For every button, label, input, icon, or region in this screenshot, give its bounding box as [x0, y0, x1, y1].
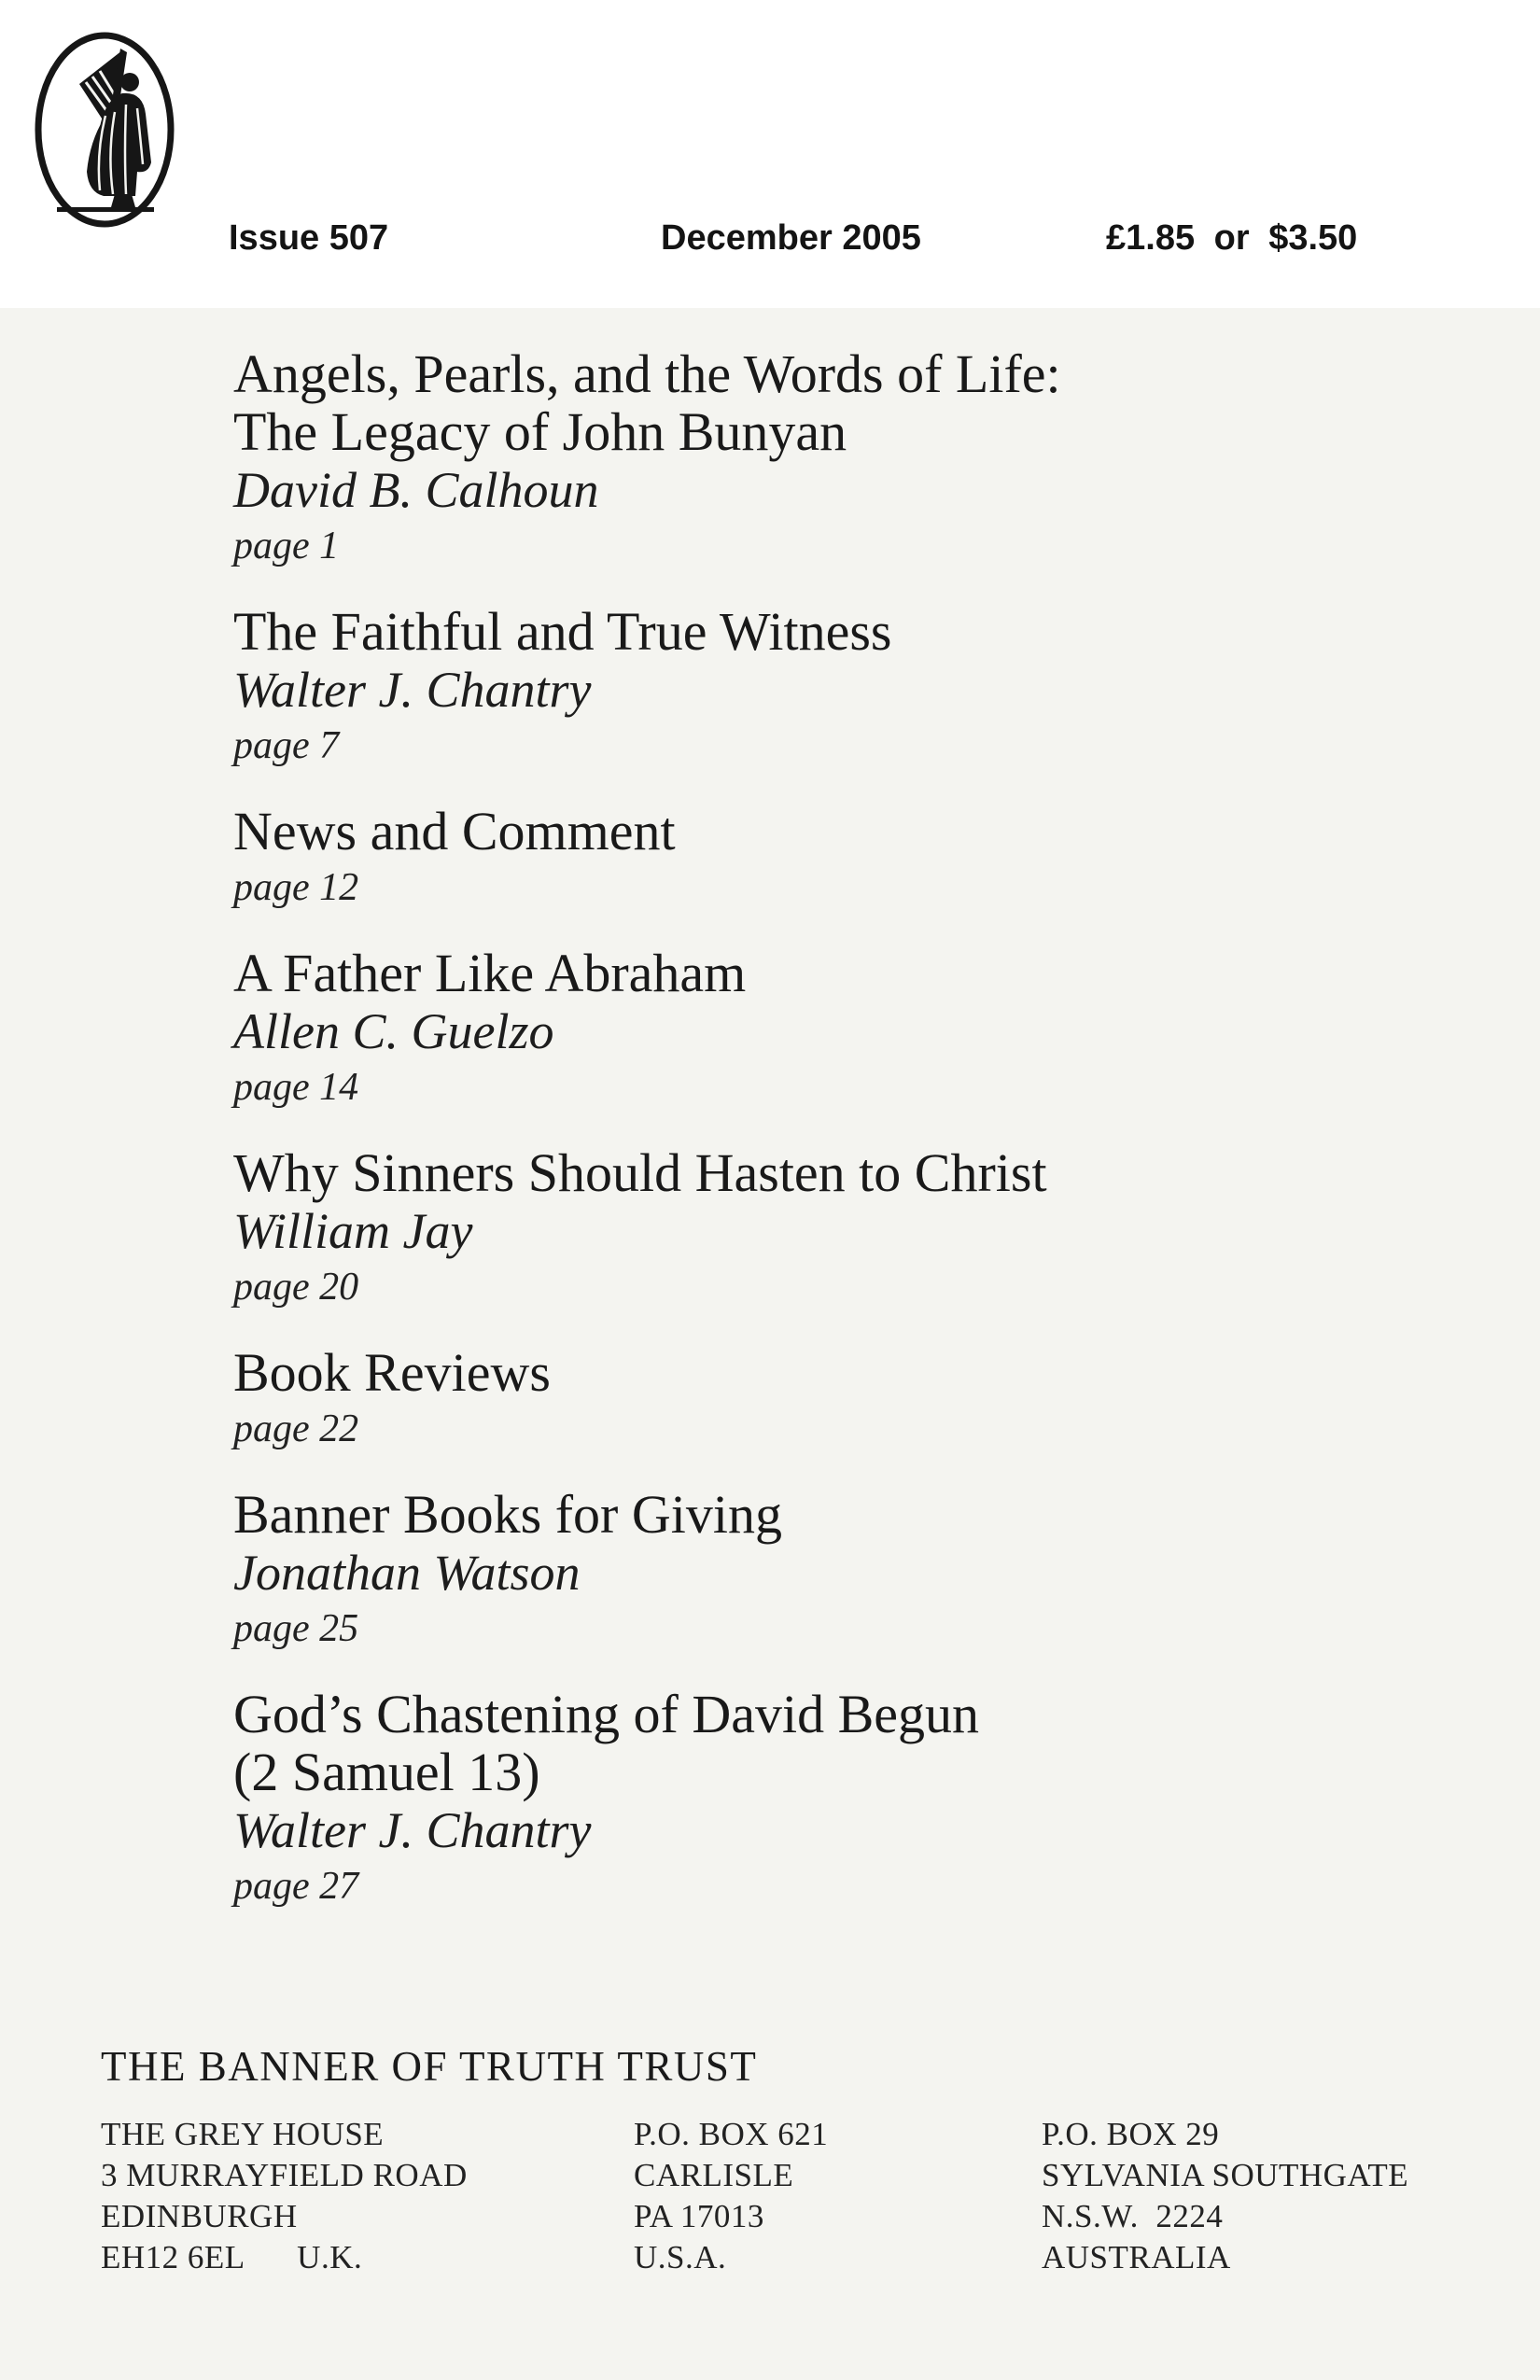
contents-panel — [0, 308, 1540, 2380]
publisher-logo — [33, 22, 180, 243]
address-line: EH12 6EL U.K. — [101, 2239, 363, 2275]
article-author: Jonathan Watson — [233, 1545, 581, 1601]
article-author: Walter J. Chantry — [233, 662, 592, 718]
toc-entry — [233, 945, 1484, 1111]
address-line: EDINBURGH — [101, 2198, 298, 2234]
article-title: The Legacy of John Bunyan — [233, 401, 847, 462]
address-usa — [634, 2114, 828, 2278]
article-page: page 25 — [233, 1607, 359, 1650]
issue-number: Issue 507 — [229, 218, 389, 258]
address-line: N.S.W. 2224 — [1042, 2198, 1224, 2234]
address-line: CARLISLE — [634, 2157, 794, 2193]
article-page: page 14 — [233, 1066, 359, 1109]
issue-date: December 2005 — [661, 218, 921, 258]
article-title: Angels, Pearls, and the Words of Life: — [233, 343, 1061, 404]
toc-entry — [233, 1344, 1484, 1452]
article-title: God’s Chastening of David Begun — [233, 1684, 980, 1744]
article-title: Banner Books for Giving — [233, 1484, 782, 1545]
article-page: page 12 — [233, 866, 359, 909]
address-line: PA 17013 — [634, 2198, 764, 2234]
article-page: page 27 — [233, 1865, 359, 1908]
toc-entry — [233, 803, 1484, 911]
toc-entry — [233, 1486, 1484, 1652]
address-line: P.O. BOX 29 — [1042, 2116, 1220, 2152]
article-title: A Father Like Abraham — [233, 943, 747, 1003]
article-page: page 20 — [233, 1266, 359, 1309]
article-author: William Jay — [233, 1203, 473, 1259]
address-line: THE GREY HOUSE — [101, 2116, 385, 2152]
toc-entry — [233, 603, 1484, 769]
address-australia — [1042, 2114, 1408, 2278]
address-line: 3 MURRAYFIELD ROAD — [101, 2157, 468, 2193]
article-page: page 22 — [233, 1407, 359, 1450]
toc-entry — [233, 1686, 1484, 1910]
standard-bearer-emblem-icon — [33, 22, 180, 243]
address-line: P.O. BOX 621 — [634, 2116, 829, 2152]
address-line: AUSTRALIA — [1042, 2239, 1231, 2275]
article-title: Book Reviews — [233, 1342, 551, 1403]
article-title: (2 Samuel 13) — [233, 1742, 540, 1802]
publisher-name: THE BANNER OF TRUTH TRUST — [101, 2043, 758, 2090]
toc-entry — [233, 345, 1484, 569]
article-title: The Faithful and True Witness — [233, 601, 892, 662]
article-author: Walter J. Chantry — [233, 1802, 592, 1858]
article-page: page 7 — [233, 724, 340, 767]
article-title: Why Sinners Should Hasten to Christ — [233, 1142, 1047, 1203]
address-line: U.S.A. — [634, 2239, 727, 2275]
address-line: SYLVANIA SOUTHGATE — [1042, 2157, 1409, 2193]
article-author: David B. Calhoun — [233, 462, 599, 518]
toc-entry — [233, 1144, 1484, 1310]
address-uk — [101, 2114, 468, 2278]
article-author: Allen C. Guelzo — [233, 1003, 554, 1059]
article-title: News and Comment — [233, 801, 676, 861]
article-page: page 1 — [233, 525, 340, 567]
issue-price: £1.85 or $3.50 — [1106, 218, 1358, 258]
